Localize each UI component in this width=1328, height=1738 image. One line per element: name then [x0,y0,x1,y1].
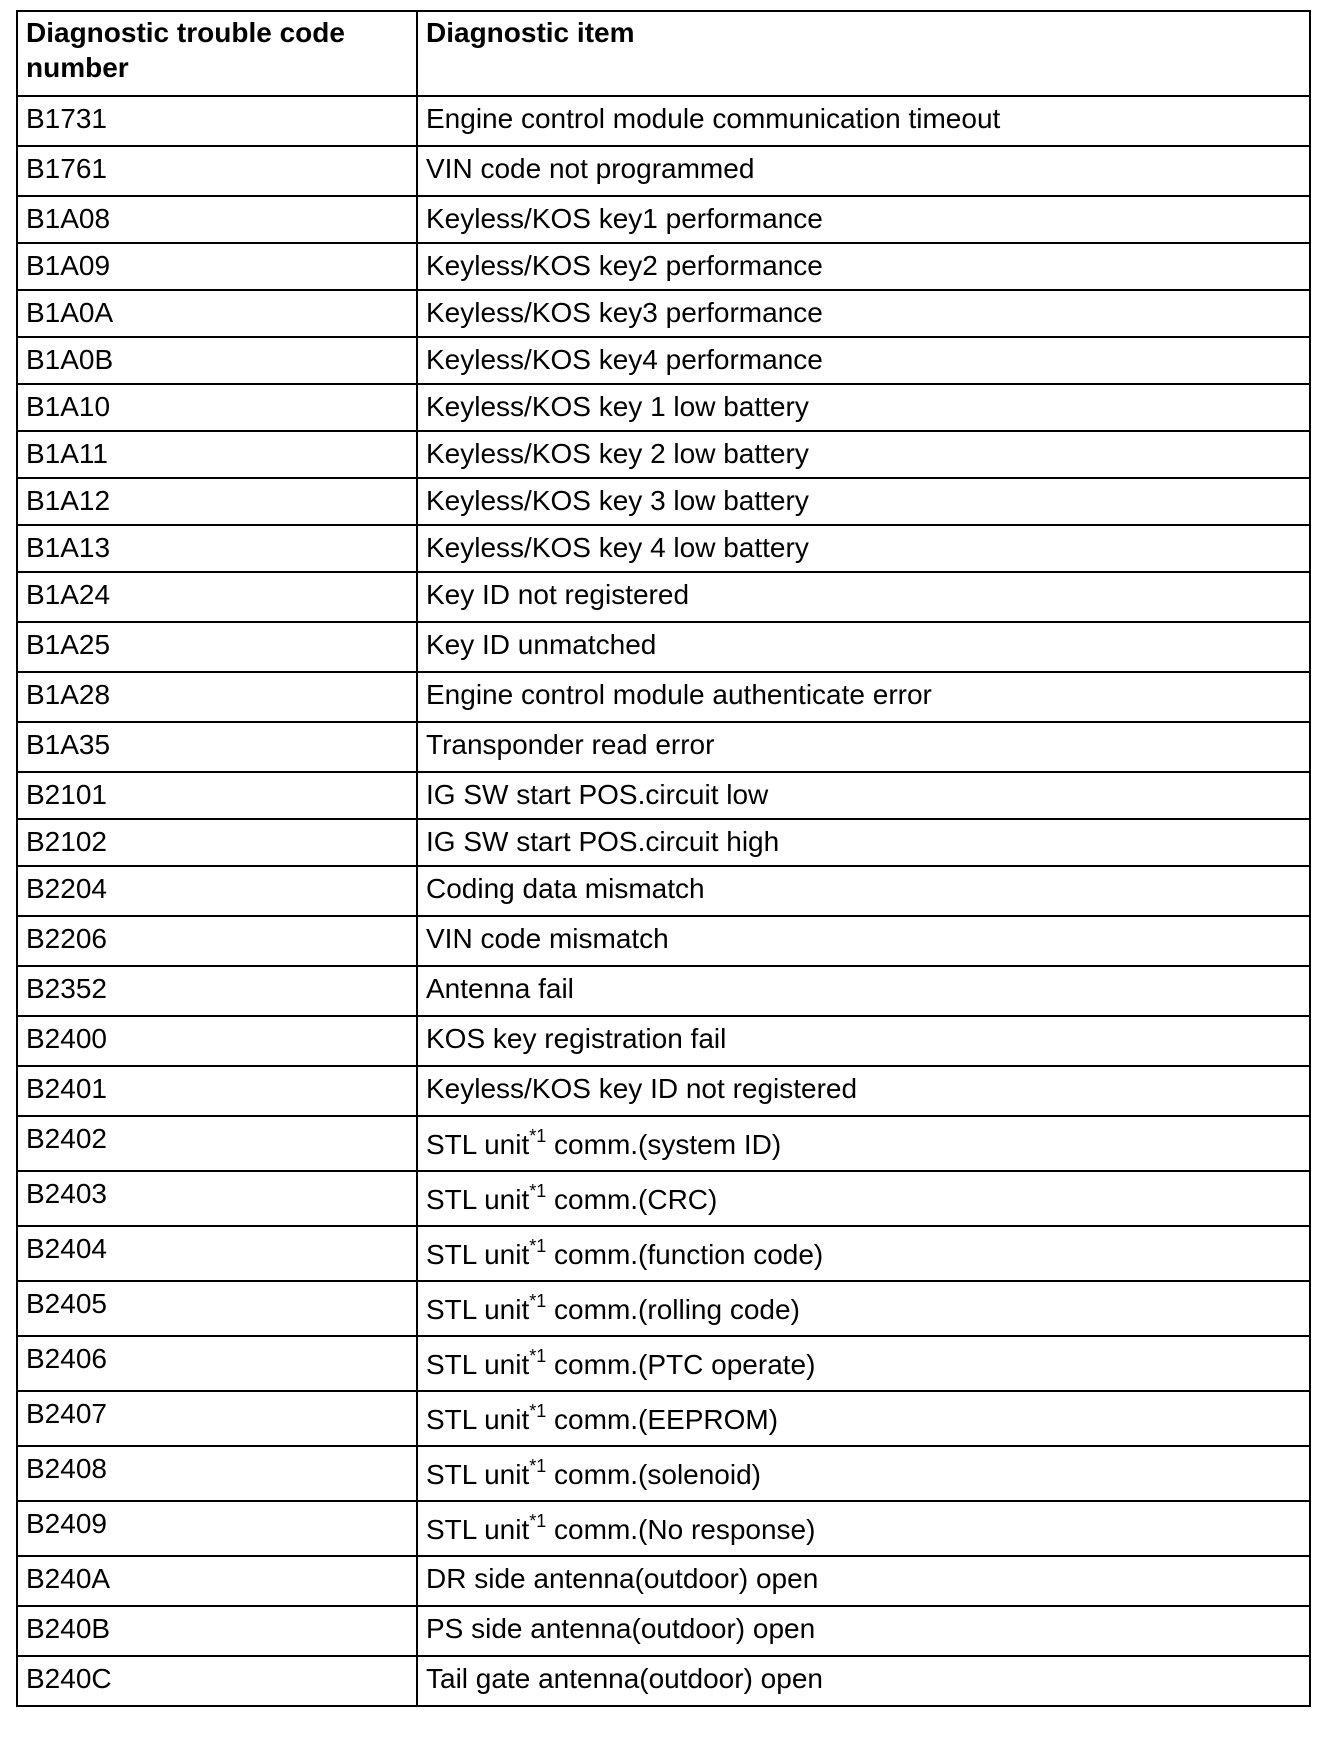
table-row [17,772,1310,819]
header-code: Diagnostic trouble code number [17,11,417,96]
table-row [17,431,1310,478]
table-row [17,622,1310,672]
table-row [17,146,1310,196]
item-suffix: comm.(solenoid) [546,1459,761,1490]
table-row [17,478,1310,525]
dtc-table [16,10,1311,1707]
table-row [17,1281,1310,1336]
table-row [17,672,1310,722]
code-cell: B2404 [17,1226,417,1281]
item-cell: Antenna fail [417,966,1310,1016]
item-prefix: STL unit [426,1294,530,1325]
table-row [17,96,1310,146]
footnote-marker: *1 [529,1126,547,1146]
item-suffix: comm.(function code) [546,1239,824,1270]
table-row [17,1446,1310,1501]
item-cell: Tail gate antenna(outdoor) open [417,1656,1310,1706]
table-row [17,916,1310,966]
code-cell: B1A35 [17,722,417,772]
table-row [17,866,1310,916]
item-cell: Coding data mismatch [417,866,1310,916]
table-row [17,1171,1310,1226]
table-row [17,572,1310,622]
code-cell: B2206 [17,916,417,966]
item-cell: Keyless/KOS key4 performance [417,337,1310,384]
table-row [17,196,1310,243]
item-suffix: comm.(system ID) [546,1129,782,1160]
table-header-row [17,11,1310,96]
item-cell [417,1281,1310,1336]
item-cell: Engine control module authenticate error [417,672,1310,722]
code-cell: B2405 [17,1281,417,1336]
code-cell: B2402 [17,1116,417,1171]
code-cell: B1A0B [17,337,417,384]
item-cell [417,1501,1310,1556]
code-cell: B1A28 [17,672,417,722]
item-cell [417,1391,1310,1446]
code-cell: B1A10 [17,384,417,431]
table-row [17,1556,1310,1606]
code-cell: B240C [17,1656,417,1706]
code-cell: B1A0A [17,290,417,337]
table-row [17,1066,1310,1116]
code-cell: B240B [17,1606,417,1656]
table-row [17,1116,1310,1171]
item-cell [417,1226,1310,1281]
footnote-marker: *1 [529,1456,547,1476]
code-cell: B1761 [17,146,417,196]
item-cell: KOS key registration fail [417,1016,1310,1066]
item-cell: Keyless/KOS key 4 low battery [417,525,1310,572]
footnote-marker: *1 [529,1291,547,1311]
item-cell: Transponder read error [417,722,1310,772]
item-prefix: STL unit [426,1514,530,1545]
code-cell: B2204 [17,866,417,916]
item-cell: Keyless/KOS key 2 low battery [417,431,1310,478]
item-prefix: STL unit [426,1129,530,1160]
item-cell [417,1171,1310,1226]
code-cell: B1A08 [17,196,417,243]
code-cell: B1A25 [17,622,417,672]
table-row [17,243,1310,290]
item-cell: Key ID unmatched [417,622,1310,672]
code-cell: B1A12 [17,478,417,525]
code-cell: B1A09 [17,243,417,290]
code-cell: B1A24 [17,572,417,622]
item-prefix: STL unit [426,1239,530,1270]
item-cell: PS side antenna(outdoor) open [417,1606,1310,1656]
code-cell: B2101 [17,772,417,819]
item-prefix: STL unit [426,1404,530,1435]
table-row [17,1336,1310,1391]
item-cell [417,1336,1310,1391]
table-row [17,337,1310,384]
item-cell: Engine control module communication timeout [417,96,1310,146]
code-cell: B2102 [17,819,417,866]
footnote-marker: *1 [529,1346,547,1366]
item-cell: VIN code mismatch [417,916,1310,966]
code-cell: B1A13 [17,525,417,572]
item-cell: Keyless/KOS key2 performance [417,243,1310,290]
item-prefix: STL unit [426,1349,530,1380]
table-row [17,966,1310,1016]
item-cell: VIN code not programmed [417,146,1310,196]
footnote-marker: *1 [529,1236,547,1256]
item-cell: IG SW start POS.circuit high [417,819,1310,866]
footnote-marker: *1 [529,1511,547,1531]
code-cell: B2409 [17,1501,417,1556]
code-cell: B2403 [17,1171,417,1226]
code-cell: B2401 [17,1066,417,1116]
item-cell: Key ID not registered [417,572,1310,622]
item-prefix: STL unit [426,1184,530,1215]
item-cell: DR side antenna(outdoor) open [417,1556,1310,1606]
code-cell: B1A11 [17,431,417,478]
item-cell: Keyless/KOS key3 performance [417,290,1310,337]
item-cell: Keyless/KOS key 1 low battery [417,384,1310,431]
item-cell: Keyless/KOS key ID not registered [417,1066,1310,1116]
item-suffix: comm.(EEPROM) [546,1404,779,1435]
item-suffix: comm.(PTC operate) [546,1349,816,1380]
table-row [17,1226,1310,1281]
table-row [17,819,1310,866]
code-cell: B2406 [17,1336,417,1391]
code-cell: B2400 [17,1016,417,1066]
table-row [17,722,1310,772]
item-cell [417,1446,1310,1501]
item-prefix: STL unit [426,1459,530,1490]
table-row [17,525,1310,572]
item-suffix: comm.(CRC) [546,1184,718,1215]
item-cell: Keyless/KOS key 3 low battery [417,478,1310,525]
item-suffix: comm.(No response) [546,1514,816,1545]
item-cell: IG SW start POS.circuit low [417,772,1310,819]
item-cell: Keyless/KOS key1 performance [417,196,1310,243]
footnote-marker: *1 [529,1401,547,1421]
table-row [17,1501,1310,1556]
item-suffix: comm.(rolling code) [546,1294,800,1325]
item-cell [417,1116,1310,1171]
table-row [17,1656,1310,1706]
code-cell: B2352 [17,966,417,1016]
header-item: Diagnostic item [417,11,1310,96]
table-row [17,1606,1310,1656]
table-row [17,290,1310,337]
footnote-marker: *1 [529,1181,547,1201]
code-cell: B1731 [17,96,417,146]
table-row [17,1391,1310,1446]
table-row [17,384,1310,431]
code-cell: B2408 [17,1446,417,1501]
table-row [17,1016,1310,1066]
code-cell: B2407 [17,1391,417,1446]
code-cell: B240A [17,1556,417,1606]
